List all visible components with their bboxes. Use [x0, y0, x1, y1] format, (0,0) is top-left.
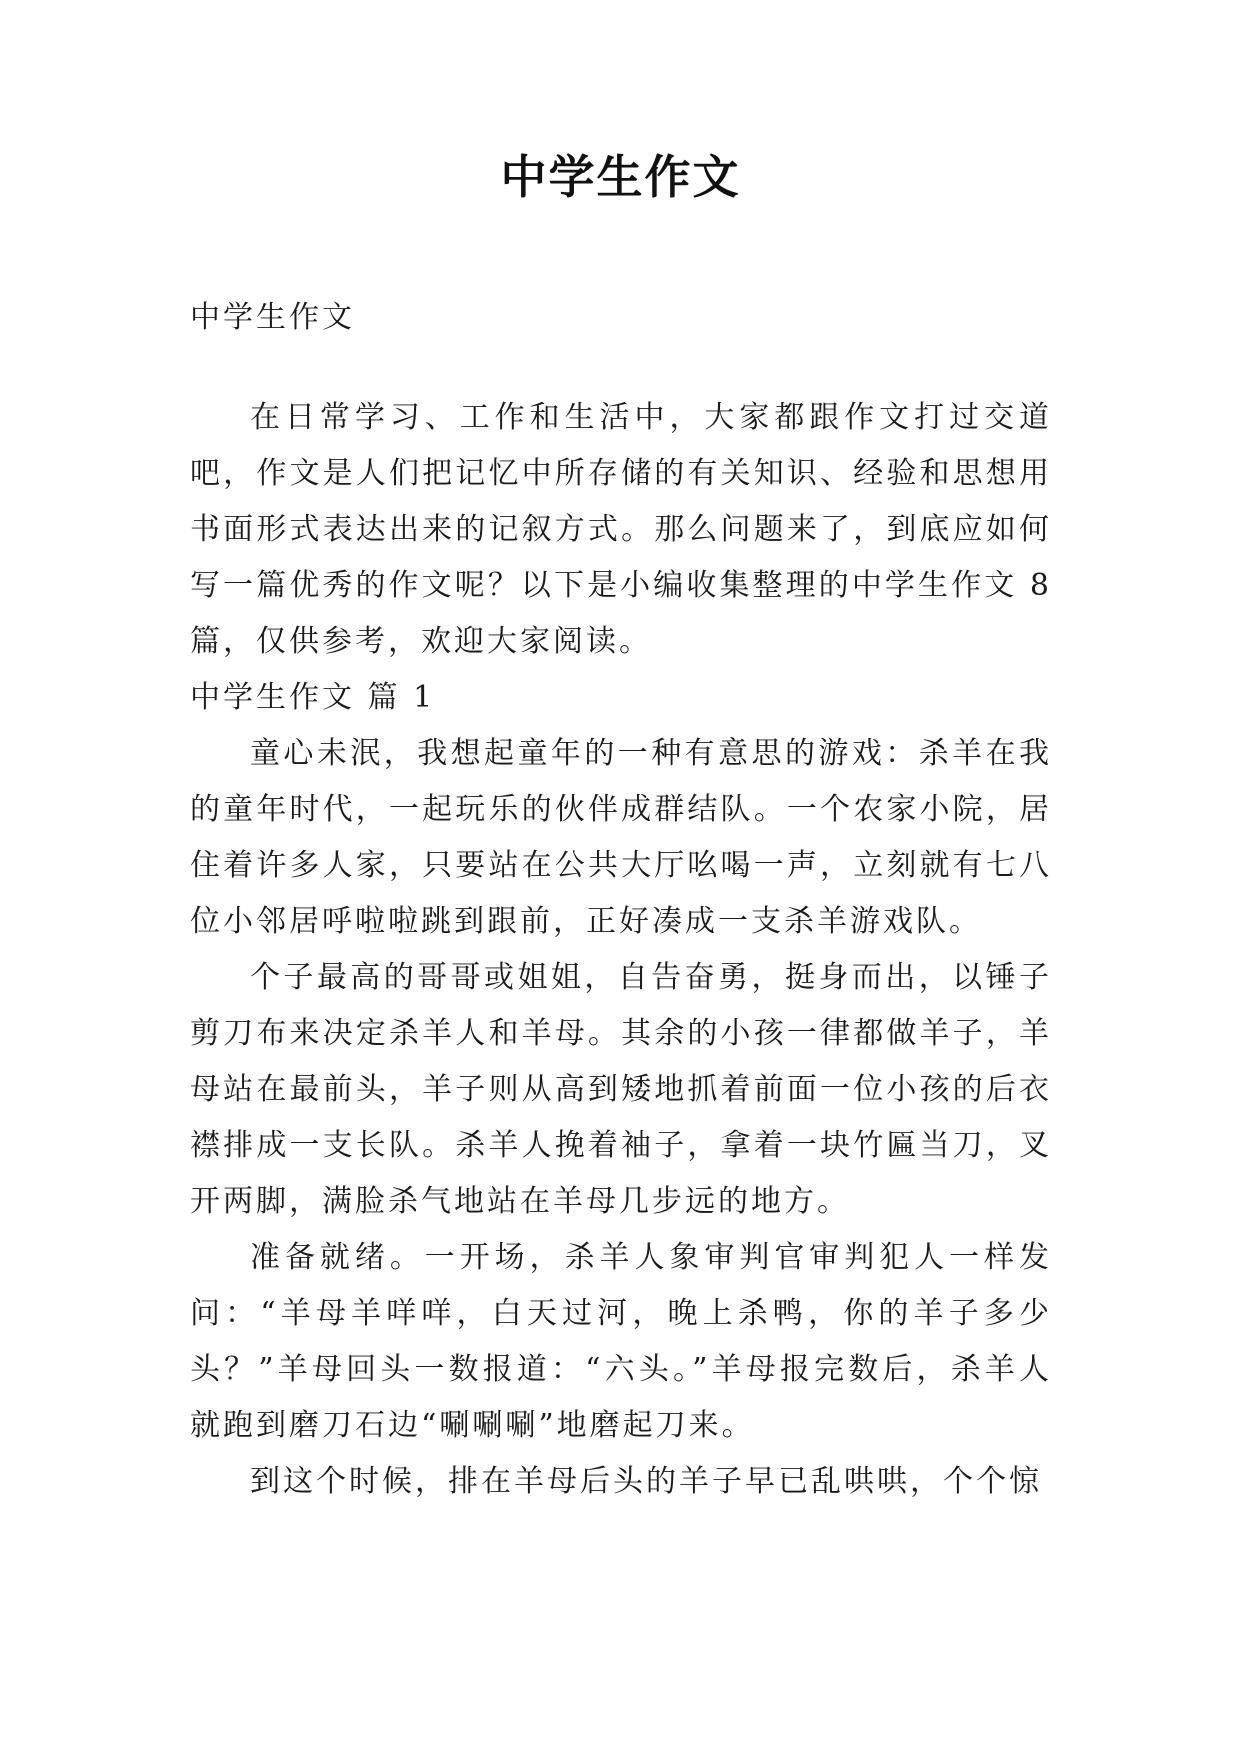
- body-paragraph: 准备就绪。一开场，杀羊人象审判官审判犯人一样发问：“羊母羊咩咩，白天过河，晚上杀鸭，你的羊子多少头？”羊母回头一数报道：“六头。”羊母报完数后，杀羊人就跑到磨刀石边“唰唰唰”地磨起刀来。: [190, 1240, 1052, 1443]
- spacer: [190, 346, 1052, 390]
- document-title: 中学生作文: [500, 150, 741, 204]
- body-paragraph: 个子最高的哥哥或姐姐，自告奋勇，挺身而出，以锤子剪刀布来决定杀羊人和羊母。其余的小孩一律都做羊子，羊母站在最前头，羊子则从高到矮地抓着前面一位小孩的后衣襟排成一支长队。杀羊人挽着袖子，拿着一块竹匾当刀，叉开两脚，满脸杀气地站在羊母几步远的地方。: [190, 960, 1052, 1219]
- section-heading: 中学生作文 篇 1: [190, 680, 436, 715]
- document-subtitle: 中学生作文: [190, 300, 355, 335]
- document-body: [190, 290, 1052, 1510]
- intro-paragraph: 在日常学习、工作和生活中，大家都跟作文打过交道吧，作文是人们把记忆中所存储的有关知识、经验和思想用书面形式表达出来的记叙方式。那么问题来了，到底应如何写一篇优秀的作文呢？以下是小编收集整理的中学生作文 8 篇，仅供参考，欢迎大家阅读。: [190, 400, 1052, 659]
- body-paragraph: 到这个时候，排在羊母后头的羊子早已乱哄哄，个个惊: [250, 1464, 1042, 1499]
- body-paragraph: 童心未泯，我想起童年的一种有意思的游戏：杀羊在我的童年时代，一起玩乐的伙伴成群结队。一个农家小院，居住着许多人家，只要站在公共大厅吆喝一声，立刻就有七八位小邻居呼啦啦跳到跟前，正好凑成一支杀羊游戏队。: [190, 736, 1052, 939]
